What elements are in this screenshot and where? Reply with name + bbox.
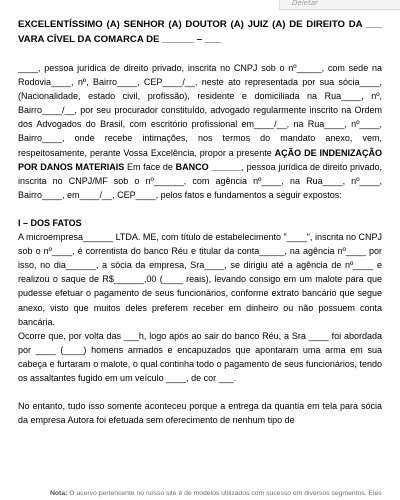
- action-title: AÇÃO DE INDENIZAÇÃO POR DANOS MATERIAIS: [18, 147, 382, 172]
- delete-tag-label: Deletar: [292, 0, 318, 7]
- note-label: Nota:: [50, 490, 68, 497]
- qualification-end: , pessoa jurídica de direito privado, inscrita no CNPJ/MF sob o nº______, com agência nº____, na Rua____, nº____, Bairro____, em____/__, CEP____, pelos fatos e fundamentos a seguir expostos:: [18, 161, 382, 200]
- facts-paragraph-2: Ocorre que, por volta das ___h, logo após ao sair do banco Réu, a Sra ____ foi abordada por ____ (____) homens armados e encapuzados que apontaram uma arma em sua cabeça e furtaram o malote, o qual continha todo o pagamento de seus funcionários, tendo os assaltantes fugido em um veículo ____, de cor ___.: [18, 330, 382, 383]
- qualification-text: ____, pessoa jurídica de direito privado, inscrita no CNPJ sob o nº_____, com sede na Rodovia____, nº, Bairro____, CEP____/__, neste ato representada por sua sócia____, (Nacionalidade, estado civil, profissão), residente e domiciliada na Rua____, nº, Bairro____/__, por seu procurador constituído, advogado regularmente inscrito na Ordem dos Advogados do Brasil, com escritório profissional em____/__, na Rua____, nº____, Bairro____, onde recebe intimações, nos termos do mandato anexo, vem, respeitosamente, perante Vossa Excelência, propor a presente: [18, 63, 382, 158]
- footer-note: [0, 487, 400, 500]
- section-title-facts: I – DOS FATOS: [18, 217, 82, 228]
- qualification-mid: Em face de: [124, 161, 176, 172]
- facts-paragraph-1: A microempresa______ LTDA. ME, com título de estabelecimento "____", inscrita no CNPJ sob o nº____, é correntista do banco Réu e titular da conta_____, na agência nº____ por isso, no dia______, a sócia da empresa, Sra____, se dirigiu até a agência de nº____ e realizou o saque de R$______,00 (____ reais), levando consigo em um malote para que pudesse efetuar o pagamento de seus funcionários, conforme extrato bancário que segue anexo, visto que muitos deles preferem receber em dinheiro ou não possuem conta bancária.: [18, 232, 382, 327]
- petition-heading: EXCELENTÍSSIMO (A) SENHOR (A) DOUTOR (A) JUIZ (A) DE DIREITO DA ___ VARA CÍVEL DA COMARCA DE ______ – ___: [18, 19, 382, 45]
- spacer: [18, 202, 382, 216]
- facts-paragraph-3: No entanto, tudo isso somente aconteceu porque a entrega da quantia em tela para sócia da empresa Autora foi efetuada sem oferecimento de nenhum tipo de: [18, 401, 382, 426]
- note-text: O acervo pertencente no nosso site é de modelos utilizados com sucesso em diversos segmentos. Eles: [67, 490, 382, 497]
- qualification-paragraph: [18, 61, 382, 202]
- delete-tag[interactable]: [279, 0, 400, 10]
- defendant-bank: BANCO ______: [175, 161, 242, 172]
- document-body: [18, 18, 382, 427]
- spacer: [18, 385, 382, 399]
